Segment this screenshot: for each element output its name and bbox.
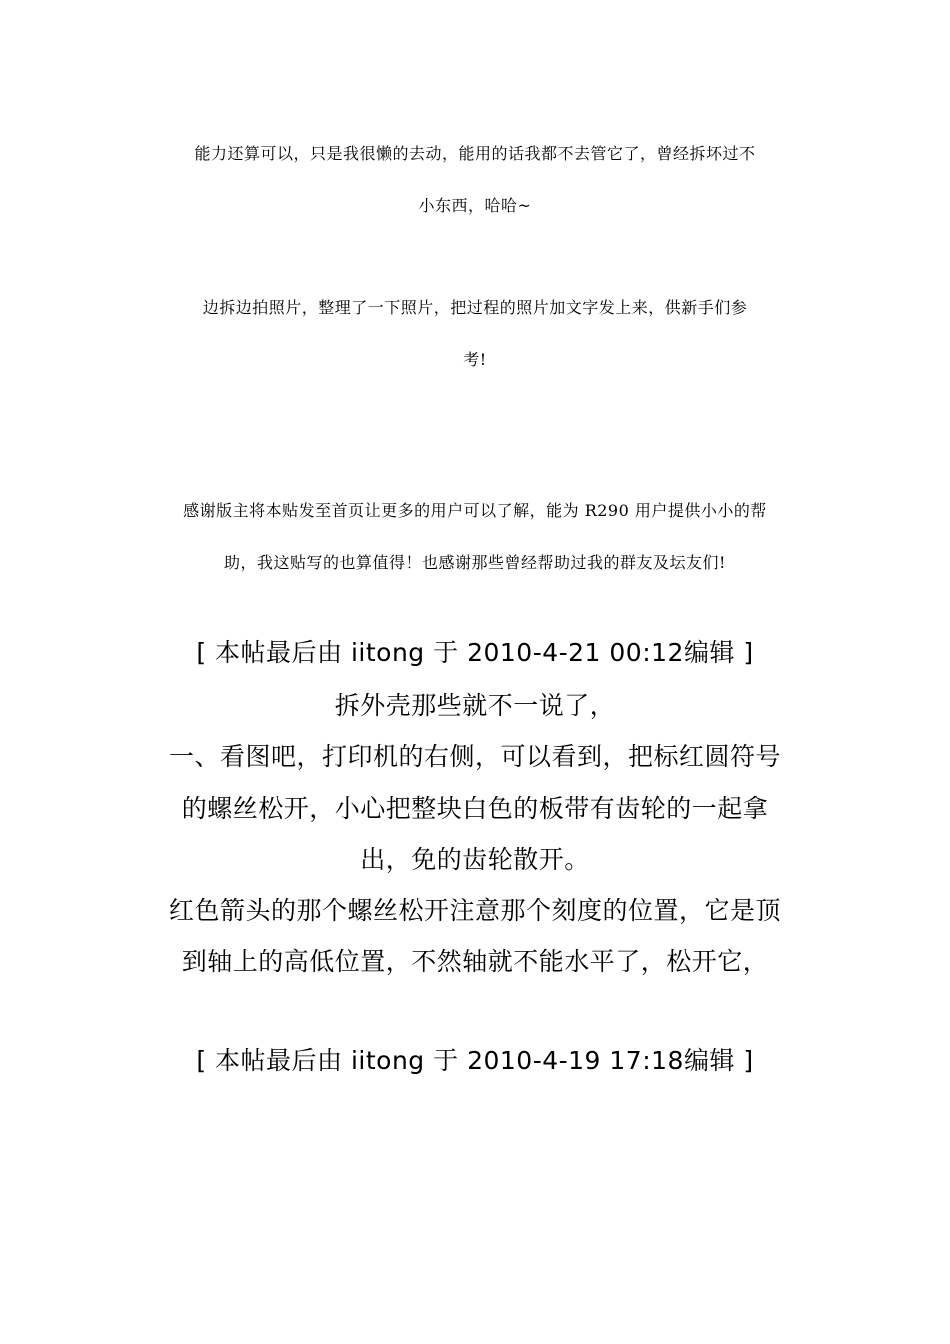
photos-paragraph-line-1: 边拆边拍照片，整理了一下照片，把过程的照片加文字发上来，供新手们参: [202, 298, 748, 317]
edit-note-2: [ 本帖最后由 iitong 于 2010-4-19 17:18编辑 ]: [196, 1046, 754, 1075]
steps-line-2: 一、看图吧，打印机的右侧，可以看到，把标红圆符号: [168, 742, 781, 771]
steps-line-1: 拆外壳那些就不一说了，: [334, 691, 616, 720]
thanks-paragraph-line-2: 助，我这贴写的也算值得！也感谢那些曾经帮助过我的群友及坛友们!: [224, 553, 726, 572]
thanks-paragraph-line-1: 感谢版主将本贴发至首页让更多的用户可以了解，能为 R290 用户提供小小的帮: [183, 501, 767, 520]
intro-paragraph-line-2: 小东西，哈哈~: [418, 196, 532, 215]
photos-paragraph-line-2: 考!: [463, 350, 487, 369]
intro-paragraph-line-1: 能力还算可以，只是我很懒的去动，能用的话我都不去管它了，曾经拆坏过不: [194, 144, 756, 163]
steps-line-3: 的螺丝松开，小心把整块白色的板带有齿轮的一起拿: [181, 794, 769, 823]
steps-line-4: 出，免的齿轮散开。: [360, 845, 590, 874]
steps-line-6: 到轴上的高低位置，不然轴就不能水平了，松开它，: [181, 947, 769, 976]
edit-note-1: [ 本帖最后由 iitong 于 2010-4-21 00:12编辑 ]: [196, 638, 754, 667]
steps-line-5: 红色箭头的那个螺丝松开注意那个刻度的位置，它是顶: [168, 896, 781, 925]
